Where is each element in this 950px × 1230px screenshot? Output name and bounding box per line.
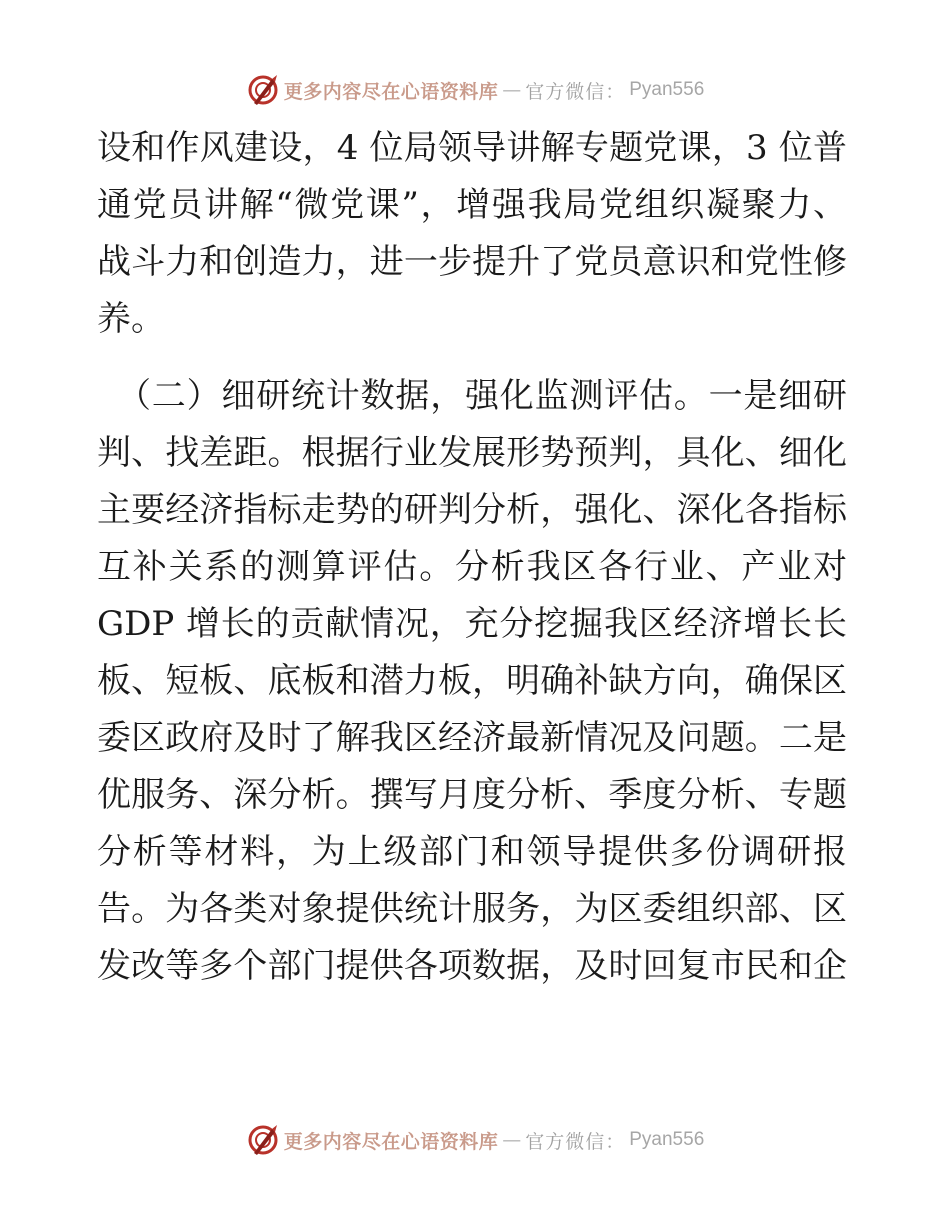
footer-watermark-banner: [0, 1120, 950, 1160]
text-line: 板、短板、底板和潜力板，明确补缺方向，确保区: [97, 661, 847, 701]
text-line: 通党员讲解“微党课”，增强我局党组织凝聚力、: [97, 185, 847, 225]
banner-dash: —: [502, 79, 522, 101]
text-line: 判、找差距。根据行业发展形势预判，具化、细化: [97, 433, 847, 473]
banner-wechat-id: Pyan556: [629, 79, 705, 100]
text-line: 主要经济指标走势的研判分析，强化、深化各指标: [97, 490, 847, 530]
banner-site-text: 更多内容尽在心语资料库: [283, 1130, 499, 1153]
text-line: 委区政府及时了解我区经济最新情况及问题。二是: [97, 718, 847, 758]
text-line: 设和作风建设，4 位局领导讲解专题党课，3 位普: [97, 128, 847, 168]
text-line: 养。: [97, 299, 165, 339]
text-line: 战斗力和创造力，进一步提升了党员意识和党性修: [97, 242, 847, 282]
text-line: 发改等多个部门提供各项数据，及时回复市民和企: [97, 946, 847, 986]
section-heading-line: （二）细研统计数据，强化监测评估。一是细研: [117, 376, 847, 416]
text-line: 告。为各类对象提供统计服务，为区委组织部、区: [97, 889, 847, 929]
banner-site-text: 更多内容尽在心语资料库: [283, 80, 499, 103]
banner-wechat-label: 官方微信：: [525, 80, 626, 103]
banner-wechat-label: 官方微信：: [525, 1130, 626, 1153]
quill-logo-icon: [246, 73, 280, 107]
banner-wechat-id: Pyan556: [629, 1129, 705, 1150]
quill-logo-icon: [246, 1123, 280, 1157]
header-watermark-banner: [0, 70, 950, 110]
text-line: 互补关系的测算评估。分析我区各行业、产业对: [97, 547, 847, 587]
text-line: 分析等材料，为上级部门和领导提供多份调研报: [97, 832, 847, 872]
text-line: GDP 增长的贡献情况，充分挖掘我区经济增长长: [97, 604, 847, 644]
text-line: 优服务、深分析。撰写月度分析、季度分析、专题: [97, 775, 847, 815]
banner-dash: —: [502, 1129, 522, 1151]
